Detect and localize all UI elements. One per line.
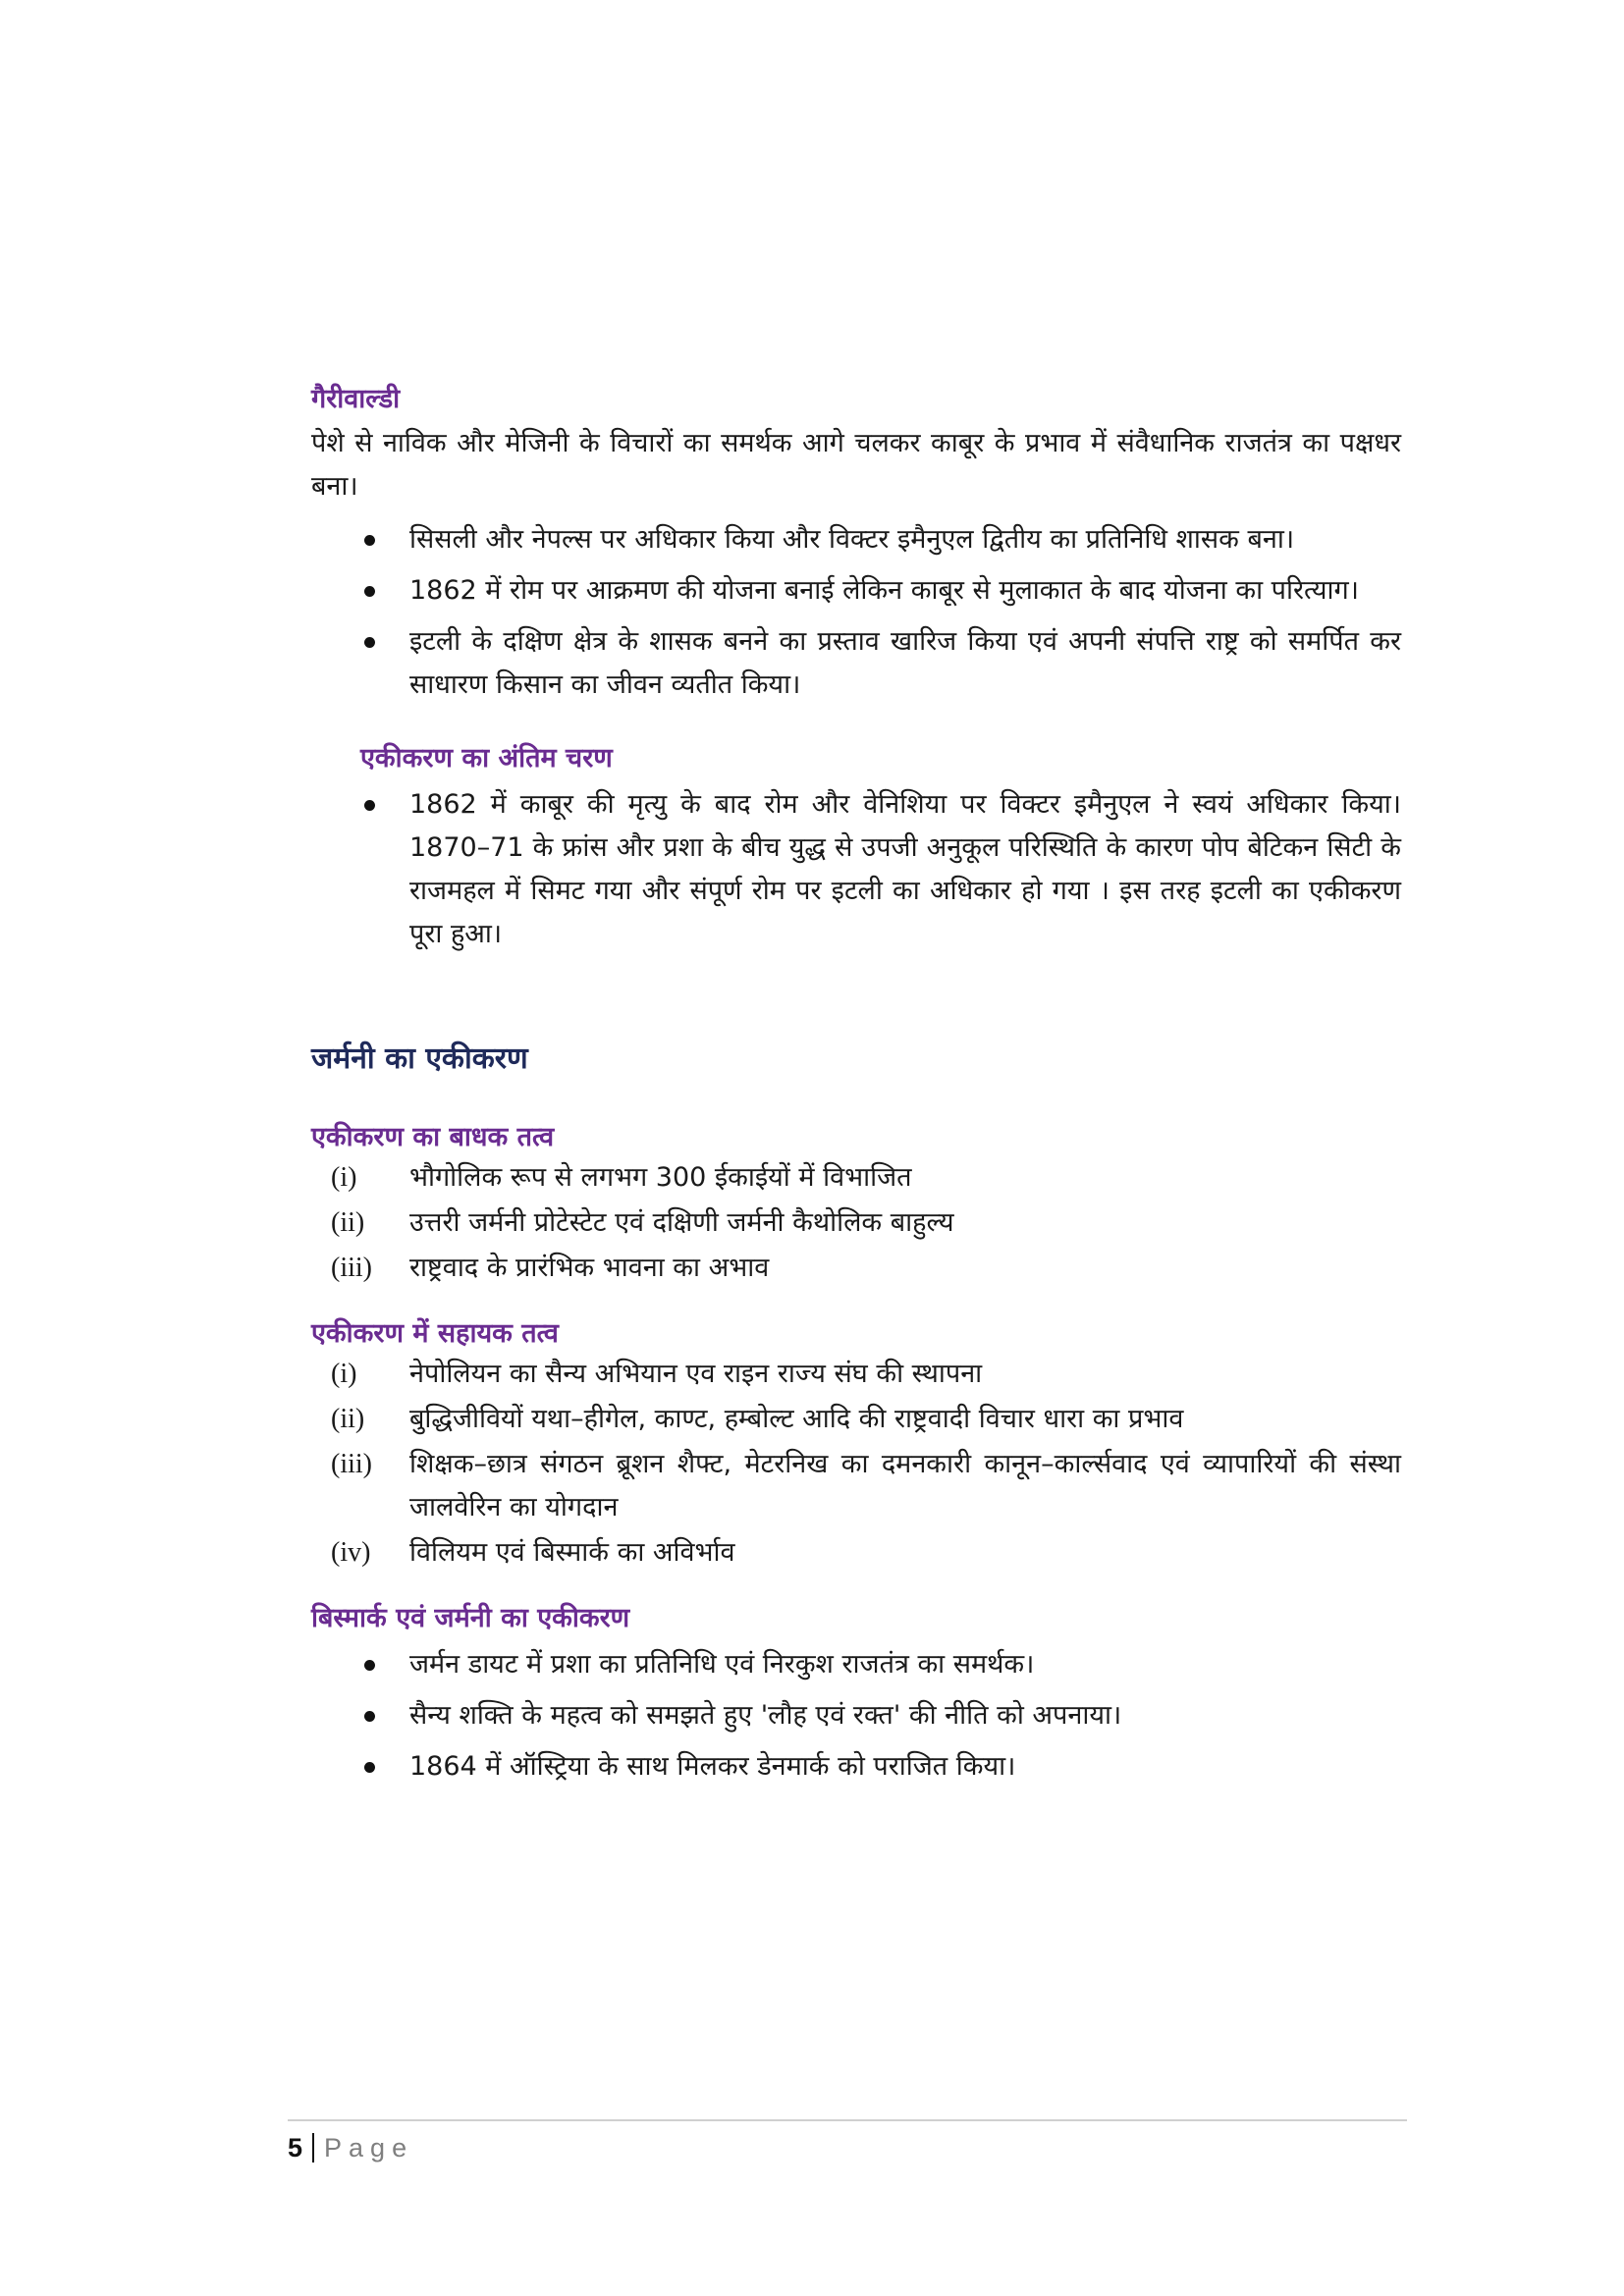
heading-garibaldi: गैरीवाल्डी [311,384,401,414]
list-item [311,1531,1401,1575]
section-germany [311,1039,1401,1789]
section-final-phase [311,740,1401,777]
bullet-icon [364,800,375,811]
footer-divider [288,2119,1407,2121]
item-text: भौगोलिक रूप से लगभग 300 ईकाईयों में विभाजित [409,1162,912,1193]
list-item [311,518,1401,561]
section-garibaldi [311,381,1401,707]
bullet-icon [364,1762,375,1773]
list-item [311,1201,1401,1245]
bullet-text: सिसली और नेपल्स पर अधिकार किया और विक्टर इमैनुएल द्वितीय का प्रतिनिधि शासक बना। [409,524,1295,555]
item-number: (i) [331,1359,357,1389]
page-footer [288,2119,1407,2164]
item-number: (iii) [331,1253,372,1283]
list-item [311,569,1401,613]
bullet-text: 1864 में ऑस्ट्रिया के साथ मिलकर डेनमार्क को पराजित किया। [409,1751,1016,1782]
item-number: (iv) [331,1537,371,1568]
garibaldi-bullet-list [311,518,1401,707]
bullet-icon [364,1711,375,1722]
heading-final-phase: एकीकरण का अंतिम चरण [360,743,613,774]
item-text: शिक्षक–छात्र संगठन ब्रूशन शैफ्ट, मेटरनिख का दमनकारी कानून–कार्ल्सवाद एवं व्यापारियों की संस्था जालवेरिन का योगदान [409,1449,1401,1522]
bullet-text: जर्मन डायट में प्रशा का प्रतिनिधि एवं निरकुश राजतंत्र का समर्थक। [409,1649,1035,1680]
bullet-text: इटली के दक्षिण क्षेत्र के शासक बनने का प्रस्ताव खारिज किया एवं अपनी संपत्ति राष्ट्र को समर्पित कर साधारण किसान का जीवन व्यतीत किया। [409,626,1401,700]
page-number-label [288,2131,1407,2164]
bullet-text: 1862 में रोम पर आक्रमण की योजना बनाई लेकिन काबूर से मुलाकात के बाद योजना का परित्याग। [409,575,1359,606]
bullet-icon [364,637,375,648]
garibaldi-intro: पेशे से नाविक और मेजिनी के विचारों का समर्थक आगे चलकर काबूर के प्रभाव में संवैधानिक राजतंत्र का पक्षधर बना। [311,428,1401,502]
list-item [311,1745,1401,1789]
heading-obstacles: एकीकरण का बाधक तत्व [311,1122,555,1152]
heading-helpers: एकीकरण में सहायक तत्व [311,1318,559,1349]
list-item [311,1443,1401,1529]
item-text: नेपोलियन का सैन्य अभियान एव राइन राज्य संघ की स्थापना [409,1359,983,1389]
bismarck-bullet-list [311,1643,1401,1789]
list-item [311,1247,1401,1290]
list-item [311,1694,1401,1737]
final-phase-bullet-list [311,783,1401,956]
item-number: (i) [331,1162,357,1193]
list-item [311,1156,1401,1200]
bullet-text: सैन्य शक्ति के महत्व को समझते हुए 'लौह एवं रक्त' की नीति को अपनाया। [409,1700,1122,1731]
bullet-icon [364,1660,375,1671]
footer-separator [312,2133,314,2163]
bullet-icon [364,535,375,546]
list-item [311,1398,1401,1441]
page-number: 5 [288,2133,303,2163]
item-text: विलियम एवं बिस्मार्क का अविर्भाव [409,1537,735,1568]
bullet-text: 1862 में काबूर की मृत्यु के बाद रोम और वेनिशिया पर विक्टर इमैनुएल ने स्वयं अधिकार किया। 1870–71 के फ्रांस और प्रशा के बीच युद्ध से उपजी अनुकूल परिस्थिति के कारण पोप बेटिकन सिटी के राजमहल में सिमट गया और संपूर्ण रोम पर इटली का अधिकार हो गया । इस तरह इटली का एकीकरण पूरा हुआ। [409,789,1401,949]
item-number: (ii) [331,1207,365,1238]
helpers-list [311,1353,1401,1575]
bullet-icon [364,586,375,597]
list-item [311,620,1401,707]
heading-bismarck: बिस्मार्क एवं जर्मनी का एकीकरण [311,1603,630,1633]
item-text: बुद्धिजीवियों यथा–हीगेल, काण्ट, हम्बोल्ट आदि की राष्ट्रवादी विचार धारा का प्रभाव [409,1404,1184,1434]
item-text: राष्ट्रवाद के प्रारंभिक भावना का अभाव [409,1253,770,1283]
list-item [311,783,1401,956]
item-number: (iii) [331,1449,372,1479]
obstacles-list [311,1156,1401,1290]
page-label: Page [324,2133,414,2163]
heading-germany-unification: जर्मनी का एकीकरण [311,1041,528,1076]
list-item [311,1643,1401,1686]
page-content [311,381,1401,1796]
item-text: उत्तरी जर्मनी प्रोटेस्टेट एवं दक्षिणी जर्मनी कैथोलिक बाहुल्य [409,1207,954,1238]
item-number: (ii) [331,1404,365,1434]
list-item [311,1353,1401,1396]
